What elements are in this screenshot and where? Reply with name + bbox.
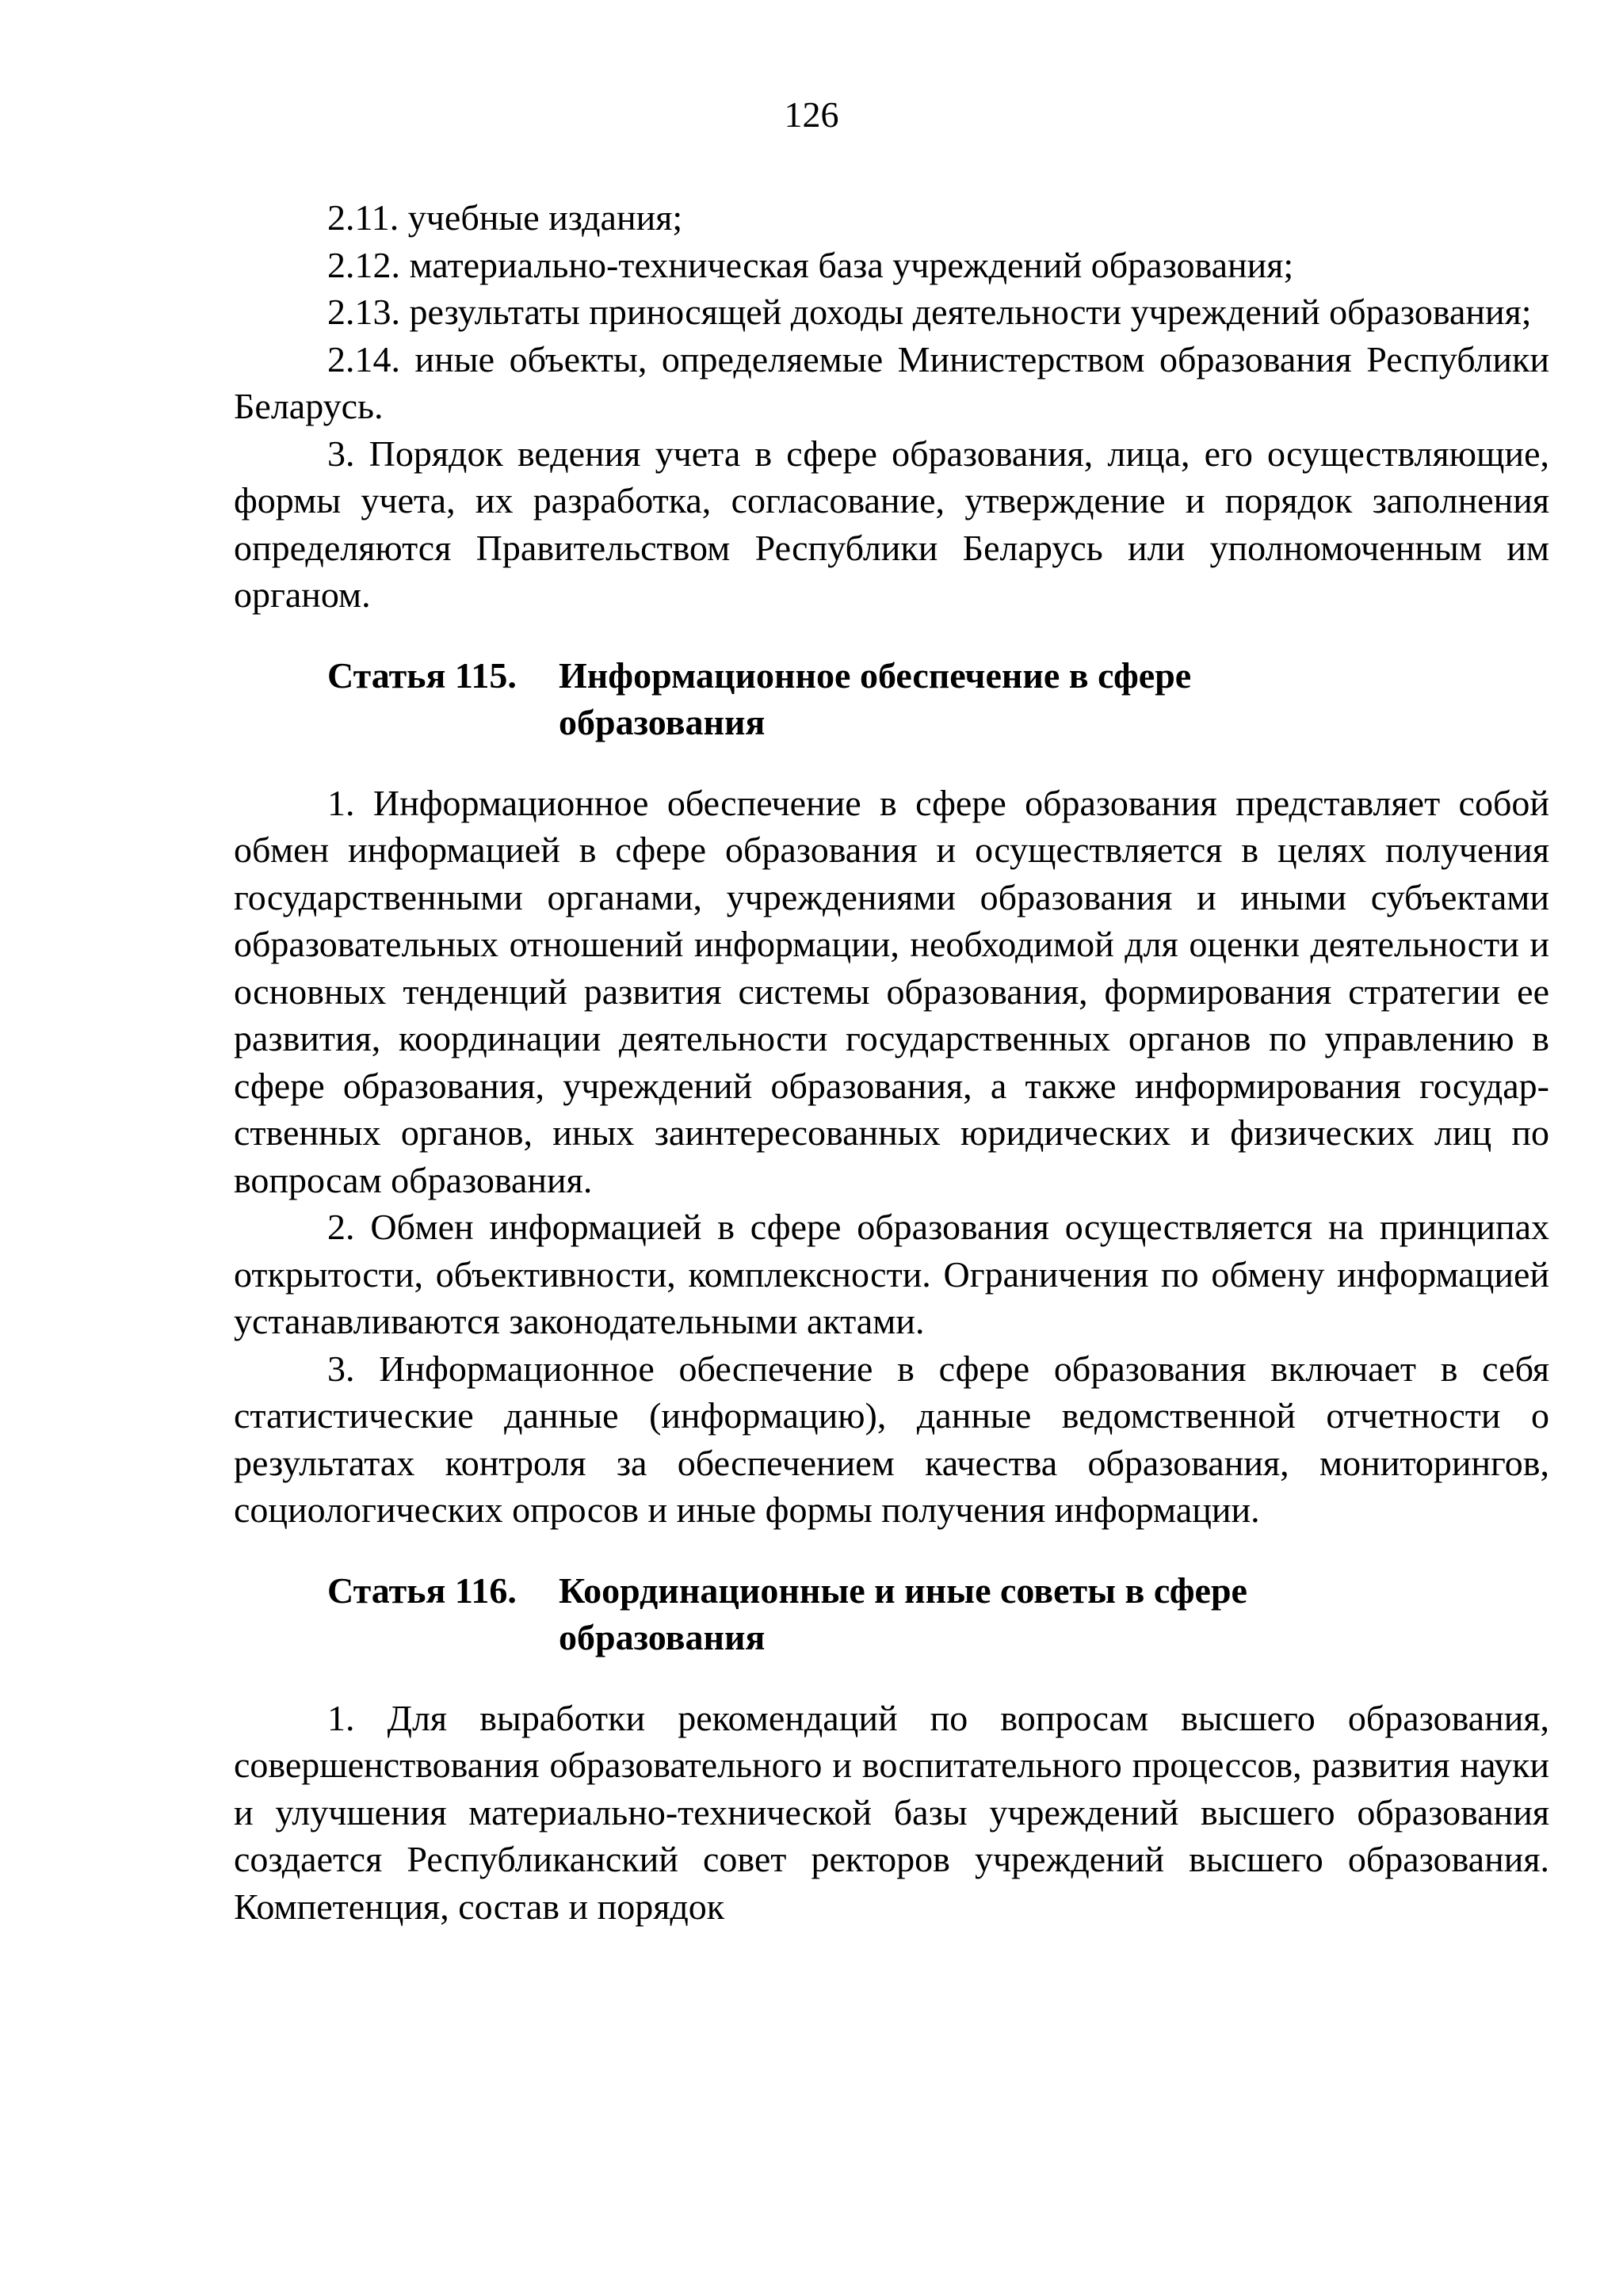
paragraph-2-11: 2.11. учебные издания;: [327, 197, 683, 238]
paragraph-3: 3. Порядок ведения учета в сфере образования, лица, его осуществляющие, формы учета, их разработка, согласование, утверждение и порядок заполнения определяются Правительством Республики Беларусь или уполномоченным им органом.: [234, 433, 1549, 615]
article-116-paragraph-1: 1. Для выработки рекомендаций по вопросам высшего образования, совершенствования образовательного и воспитательного процессов, развития науки и улучшения материально-технической базы учреждений высшего образования создается Республиканский совет ректоров учреждений высшего образования. Компетенция, состав и порядок: [234, 1697, 1549, 1927]
article-116-heading: [234, 1567, 1549, 1661]
document-body: [234, 194, 1549, 1930]
paragraph-2-12: 2.12. материально-техническая база учреждений образования;: [327, 244, 1294, 285]
article-115-title: Информационное обеспечение в сфере образования: [559, 654, 1192, 742]
paragraph-2-14: 2.14. иные объекты, определяемые Министерством образования Республики Беларусь.: [234, 338, 1549, 426]
article-115-paragraph-1: 1. Информационное обеспечение в сфере образования представляет собой обмен информацией в сфере образования и осуществляется в целях получения государственными органами, учреждениями образования и иными субъектами образовательных отношений информации, необходимой для оценки деятельности и основных тенденций развития системы образования, формирования стратегии ее развития, координации деятельности государственных органов по управлению в сфере образования, учреждений образования, а также информирования государственных органов, иных заинтересованных юридических и физических лиц по вопросам образования.: [234, 782, 1549, 1200]
page-number: 126: [784, 94, 839, 135]
article-116-title: Координационные и иные советы в сфере образования: [559, 1569, 1247, 1657]
article-115-paragraph-3: 3. Информационное обеспечение в сфере образования включает в себя статистические данные (информацию), данные ведомственной отчетности о результатах контроля за обеспечением качества образования, мониторингов, социологических опросов и иные формы получения информации.: [234, 1348, 1549, 1530]
article-116-number: Статья 116.: [327, 1569, 517, 1611]
article-115-paragraph-2: 2. Обмен информацией в сфере образования осуществляется на принципах открытости, объективности, комплексности. Ограничения по обмену информацией устанавливаются законодательными актами.: [234, 1207, 1549, 1341]
article-115-heading: [234, 652, 1549, 746]
paragraph-2-13: 2.13. результаты приносящей доходы деятельности учреждений образования;: [327, 292, 1532, 332]
article-115-number: Статья 115.: [327, 654, 517, 696]
